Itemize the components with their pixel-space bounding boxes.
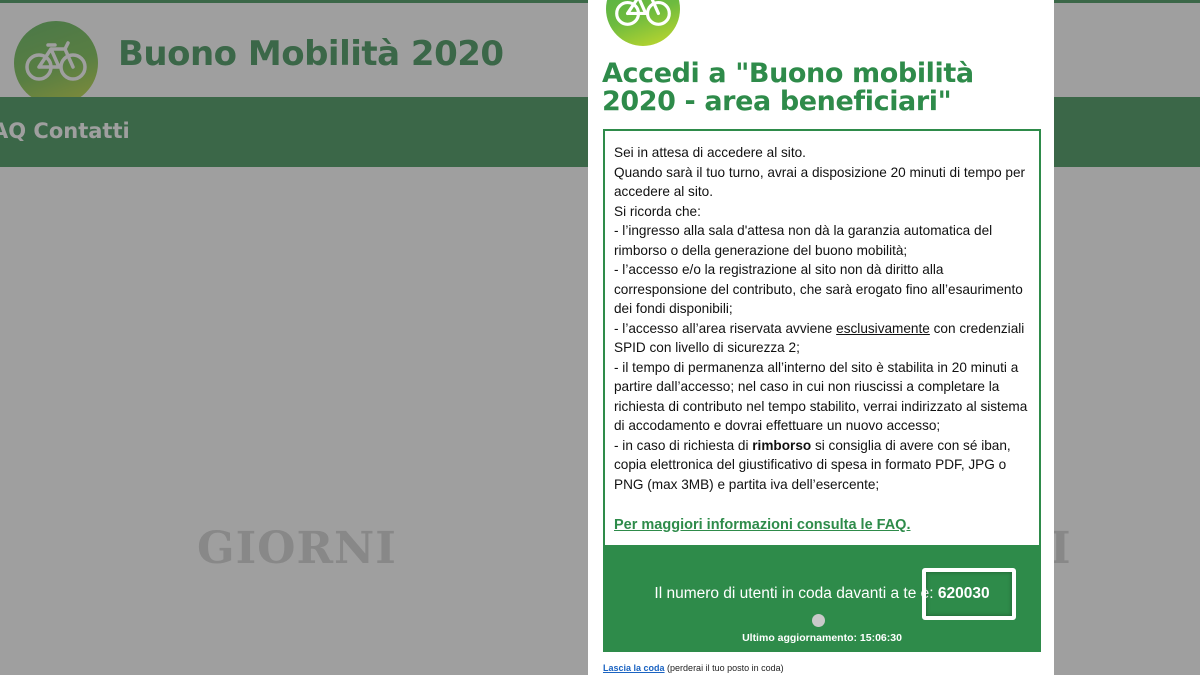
info-bullet-spid: - l’accesso all’area riservata avviene esclusivamente con credenziali SPID con livello di sicurezza 2; [614,320,1025,355]
info-turn: Quando sarà il tuo turno, avrai a disposizione 20 minuti di tempo per accedere al sito. [614,164,1026,199]
modal-logo [606,0,680,46]
bicycle-icon [614,0,672,28]
info-bullet-refund: - in caso di richiesta di rimborso si consiglia di avere con sé iban, copia elettronica del giustificativo di spesa in formato PDF, JPG o PNG (max 3MB) e partita iva dell’esercente; [614,437,1011,492]
last-updated-time: 15:06:30 [859,632,902,644]
queue-count-highlight [922,568,1016,620]
info-bullet-time-limit: - il tempo di permanenza all’interno del sito è stabilita in 20 minuti a partire dall’accesso; nel caso in cui non riuscissi a completare la richiesta di contributo nel tempo stabilito, verrai indirizzato al sistema di accodamento e dovrai effettuare un nuovo accesso; [614,359,1028,433]
queue-status-panel [603,546,1041,652]
leave-queue-link[interactable]: Lascia la coda [603,663,665,673]
queue-count-value: 620030 [937,585,990,602]
info-box [603,129,1041,547]
info-bullet-registration: - l’accesso e/o la registrazione al sito non dà diritto alla corresponsione del contributo, che sarà erogato fino all’esaurimento dei fondi disponibili; [614,262,1023,316]
waiting-room-modal [588,0,1054,675]
leave-queue-note: (perderai il tuo posto in coda) [664,663,784,673]
faq-link[interactable]: Per maggiori informazioni consulta le FAQ. [614,516,911,533]
last-updated-label: Ultimo aggiornamento: [742,632,860,644]
leave-queue-row [603,663,784,673]
loading-dot-icon [812,614,825,627]
modal-title: Accedi a "Buono mobilità 2020 - area beneficiari" [602,58,974,117]
info-bullet-guarantee: - l’ingresso alla sala d'attesa non dà la garanzia automatica del rimborso o della generazione del buono mobilità; [614,223,993,258]
info-waiting: Sei in attesa di accedere al sito. [614,145,806,160]
queue-count-label: Il numero di utenti in coda davanti a te è: [654,585,938,602]
last-updated [603,632,1041,644]
info-reminder: Si ricorda che: [614,203,701,219]
emphasis-refund: rimborso [752,437,812,453]
emphasis-exclusively: esclusivamente [836,320,930,336]
